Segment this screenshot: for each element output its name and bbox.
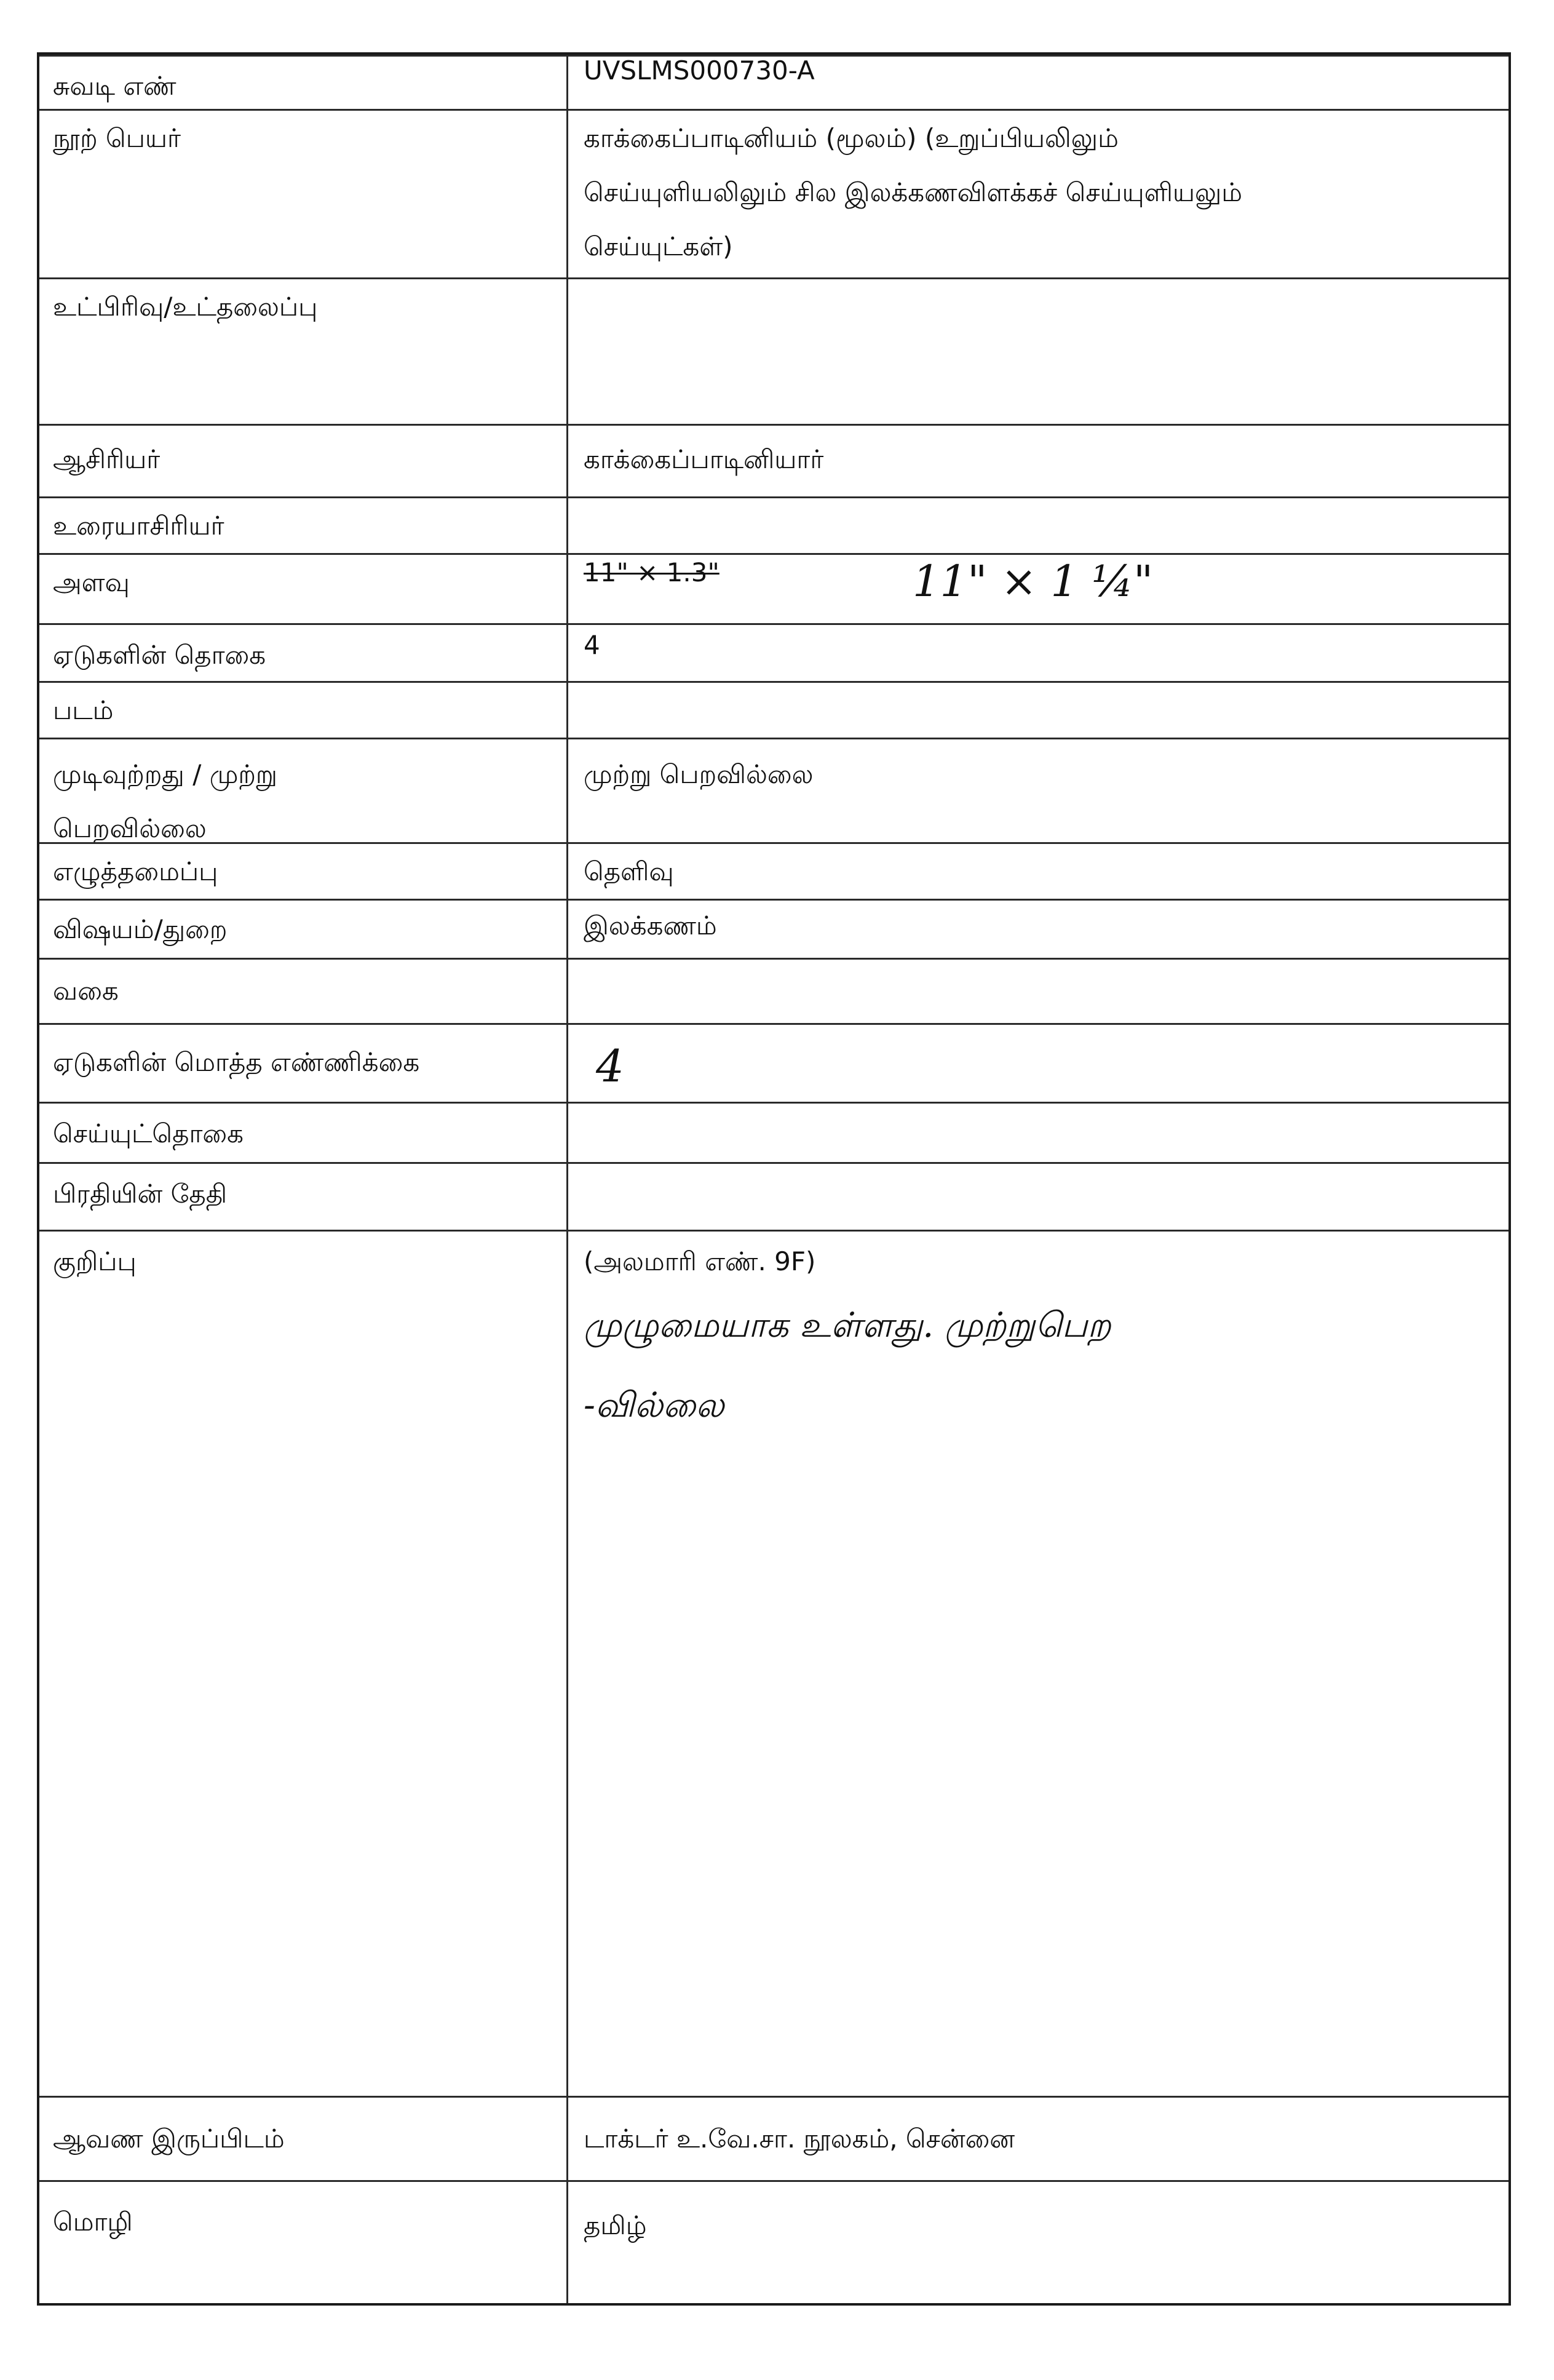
label-subtitle: உட்பிரிவு/உட்தலைப்பு <box>53 292 318 322</box>
row-verse-count <box>39 1102 1508 1164</box>
value-language: தமிழ் <box>584 2210 647 2240</box>
value-title-line2: செய்யுளியலிலும் சில இலக்கணவிளக்கச் செய்யுளியலும் <box>584 177 1243 207</box>
value-completeness: முற்று பெறவில்லை <box>584 759 814 789</box>
row-completeness <box>39 738 1508 844</box>
value-subject: இலக்கணம் <box>584 910 717 941</box>
label-type: வகை <box>53 976 119 1006</box>
value-title-line1: காக்கைப்பாடினியம் (மூலம்) (உறுப்பியலிலும் <box>584 123 1119 153</box>
label-manuscript-number: சுவடி எண் <box>53 71 176 101</box>
value-leaf-count: 4 <box>584 630 600 660</box>
label-size: அளவு <box>53 567 130 597</box>
label-completeness-line1: முடிவுற்றது / முற்று <box>53 759 278 789</box>
value-repository: டாக்டர் உ.வே.சா. நூலகம், சென்னை <box>584 2123 1015 2154</box>
row-type <box>39 958 1508 1025</box>
value-total-leaves-handwritten: 4 <box>596 1040 624 1092</box>
row-manuscript-number <box>39 55 1508 111</box>
label-title: நூற் பெயர் <box>53 123 181 153</box>
value-author: காக்கைப்பாடினியார் <box>584 444 824 474</box>
row-script <box>39 842 1508 901</box>
value-notes-handwritten-line2: -வில்லை <box>584 1385 724 1425</box>
label-picture: படம் <box>53 695 114 725</box>
row-language <box>39 2180 1508 2310</box>
value-size-struck: 11" × 1.3" <box>584 557 720 587</box>
row-commentator <box>39 496 1508 555</box>
label-author: ஆசிரியர் <box>53 444 161 474</box>
label-copy-date: பிரதியின் தேதி <box>53 1179 228 1209</box>
value-size-handwritten: 11" × 1 ¼" <box>913 556 1154 607</box>
label-total-leaves: ஏடுகளின் மொத்த எண்ணிக்கை <box>53 1047 420 1077</box>
row-copy-date <box>39 1162 1508 1232</box>
label-completeness-line2: பெறவில்லை <box>53 813 207 843</box>
row-total-leaves <box>39 1023 1508 1104</box>
value-title-line3: செய்யுட்கள்) <box>584 231 733 261</box>
row-repository <box>39 2096 1508 2182</box>
label-notes: குறிப்பு <box>53 1246 137 1276</box>
label-commentator: உரையாசிரியர் <box>53 511 224 541</box>
row-subtitle <box>39 277 1508 426</box>
row-leaf-count <box>39 623 1508 683</box>
catalog-card <box>37 52 1511 2306</box>
row-author <box>39 424 1508 498</box>
value-notes-shelf: (அலமாரி எண். 9F) <box>584 1246 816 1276</box>
row-picture <box>39 681 1508 739</box>
label-leaf-count: ஏடுகளின் தொகை <box>53 640 266 670</box>
label-verse-count: செய்யுட்தொகை <box>53 1118 244 1148</box>
row-title <box>39 109 1508 279</box>
label-repository: ஆவண இருப்பிடம் <box>53 2123 285 2154</box>
label-script: எழுத்தமைப்பு <box>53 856 218 886</box>
label-language: மொழி <box>53 2207 133 2237</box>
value-manuscript-number: UVSLMS000730-A <box>584 55 815 86</box>
row-notes <box>39 1230 1508 2098</box>
value-script: தெளிவு <box>584 856 674 886</box>
label-subject: விஷயம்/துறை <box>53 914 228 944</box>
value-notes-handwritten-line1: முழுமையாக உள்ளது. முற்றுபெற <box>584 1305 1111 1345</box>
row-size <box>39 553 1508 625</box>
row-subject <box>39 899 1508 960</box>
